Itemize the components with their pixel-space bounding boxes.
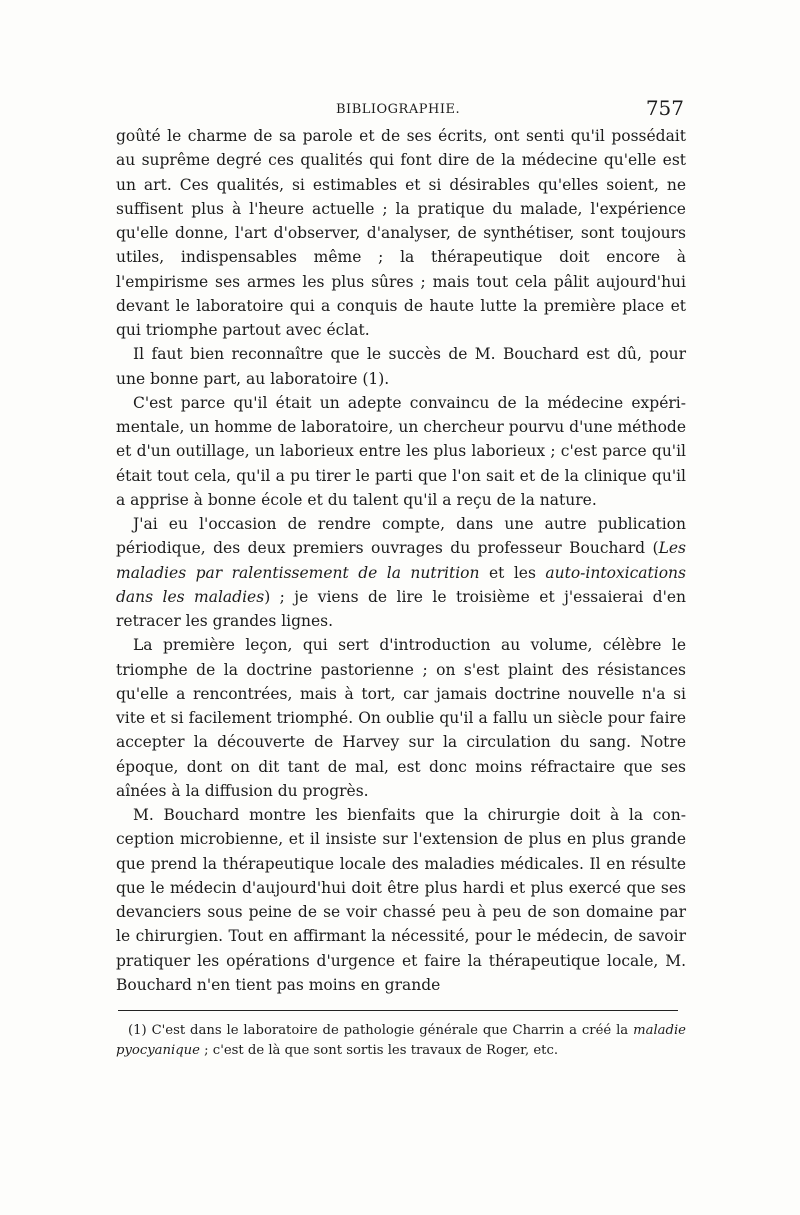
italic-title: auto-intoxications dans les maladies — [116, 563, 686, 606]
footnote — [116, 1021, 686, 1061]
book-page — [116, 96, 686, 1061]
text-run: La première leçon, qui sert d'introduction au volume, célèbre le triomphe de la doctrine pastorienne ; on s'est plaint des résistances qu'elle a rencontrées, mais à tort, car jamais doctrine nouvelle n'a si vite et si facilement triomphé. On oublie qu'il a fallu un siècle pour faire accepter la découverte de Harvey sur la circulation du sang. Notre époque, dont on dit tant de mal, est donc moins réfractaire que ses aînées à la diffusion du progrès. — [116, 636, 686, 800]
page-number: 757 — [645, 96, 684, 120]
header-title: BIBLIOGRAPHIE. — [336, 102, 461, 117]
running-header — [116, 96, 686, 124]
paragraph — [116, 342, 686, 391]
footnote-divider — [118, 1010, 678, 1011]
paragraph — [116, 803, 686, 997]
text-run: ) ; je viens de lire le troisième et j'essaierai d'en retracer les grandes lignes. — [116, 587, 686, 630]
paragraph — [116, 124, 686, 342]
paragraph — [116, 633, 686, 803]
paragraph — [116, 512, 686, 633]
paragraph — [116, 391, 686, 512]
italic-title: Les maladies par ralentissement de la nutrition — [116, 539, 686, 582]
text-run: (1) C'est dans le laboratoire de pathologie générale que Charrin a créé la — [128, 1023, 634, 1038]
text-run: goûté le charme de sa parole et de ses écrits, ont senti qu'il possédait au suprême degré ces qualités qui font dire de la médecine qu'elle est un art. Ces qualités, si estimables et si désirables qu'elles soient, ne suffisent plus à l'heure actuelle ; la pratique du malade, l'expérience qu'elle donne, l'art d'observer, d'analyser, de synthétiser, sont toujours utiles, indispensables même ; la thérapeutique doit encore à l'empirisme ses armes les plus sûres ; mais tout cela pâlit aujourd'hui devant le laboratoire qui a conquis de haute lutte la première place et qui triomphe partout avec éclat. — [116, 127, 686, 339]
text-run: M. Bouchard montre les bienfaits que la chirurgie doit à la conception microbienne, et il insiste sur l'extension de plus en plus grande que prend la thérapeutique locale des maladies médicales. Il en résulte que le médecin d'aujourd'hui doit être plus hardi et plus exercé que ses devanciers sous peine de se voir chassé peu à peu de son domaine par le chirurgien. Tout en affirmant la nécessité, pour le médecin, de savoir pratiquer les opérations d'urgence et faire la thérapeutique locale, M. Bouchard n'en tient pas moins en grande — [116, 806, 686, 994]
footnotes — [116, 1021, 686, 1061]
text-run: Il faut bien reconnaître que le succès de M. Bouchard est dû, pour une bonne part, au laboratoire (1). — [116, 345, 686, 388]
text-run: ; c'est de là que sont sortis les travaux de Roger, etc. — [199, 1043, 559, 1058]
text-run: J'ai eu l'occasion de rendre compte, dans une autre publication périodique, des deux premiers ouvrages du professeur Bouchard ( — [116, 515, 686, 558]
body-text — [116, 124, 686, 997]
text-run: C'est parce qu'il était un adepte convaincu de la médecine expérimentale, un homme de laboratoire, un chercheur pourvu d'une méthode et d'un outillage, un laborieux entre les plus laborieux ; c'est parce qu'il était tout cela, qu'il a pu tirer le parti que l'on sait et de la clinique qu'il a apprise à bonne école et du talent qu'il a reçu de la nature. — [116, 393, 686, 509]
text-run: et les — [479, 563, 546, 582]
italic-title: maladie pyocyanique — [116, 1023, 686, 1058]
